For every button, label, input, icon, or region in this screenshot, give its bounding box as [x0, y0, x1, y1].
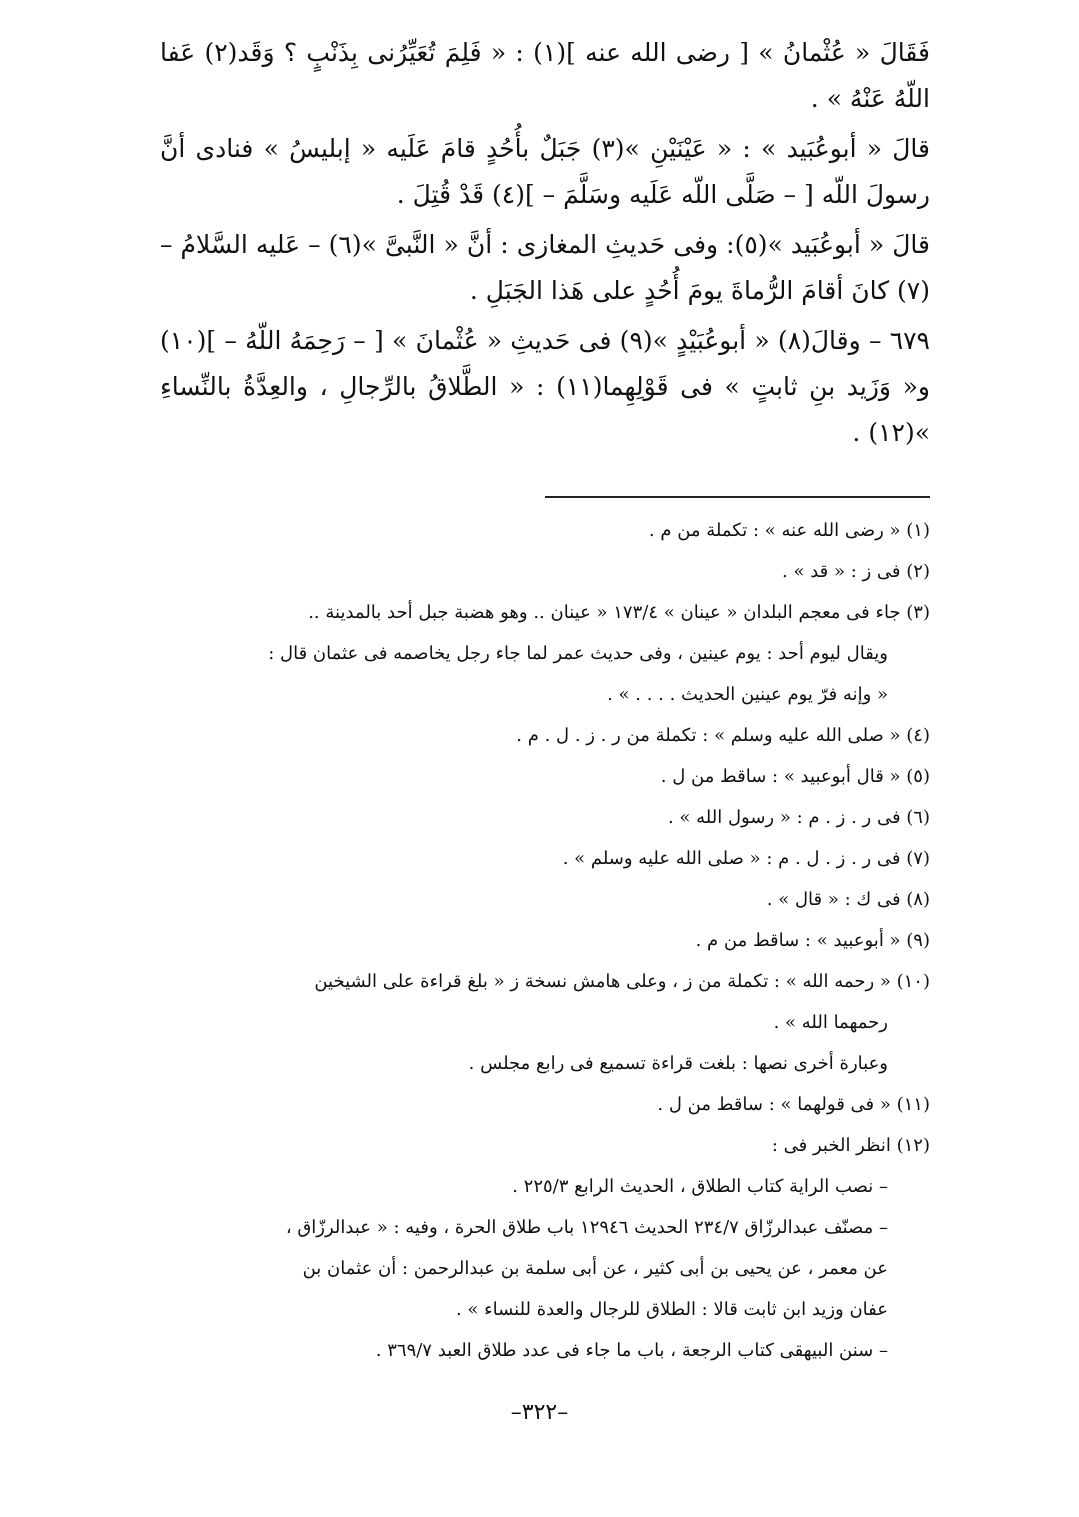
- footnote-12-ref: – مصنّف عبدالرزّاق ٢٣٤/٧ الحديث ١٢٩٤٦ باب طلاق الحرة ، وفيه : « عبدالرزّاق ،: [285, 1217, 888, 1238]
- footnote-12-ref: – نصب الراية كتاب الطلاق ، الحديث الرابع ٢٢٥/٣ .: [512, 1176, 888, 1197]
- main-text: [160, 30, 930, 460]
- footnote-4: (٤) « صلى الله عليه وسلم » : تكملة من ر . ز . ل . م .: [516, 725, 930, 746]
- footnote-12-ref: عن معمر ، عن يحيى بن أبى كثير ، عن أبى سلمة بن عبدالرحمن : أن عثمان بن: [302, 1258, 888, 1279]
- footnote-2: (٢) فى ز : « قد » .: [782, 561, 930, 582]
- paragraph: فَقَالَ « عُثْمانُ » [ رضى الله عنه ](١) : « فَلِمَ تُعَيِّرُنى بِذَنْبٍ ؟ وَقَد(٢) عَفا اللّهُ عَنْهُ » .: [160, 38, 930, 113]
- footnote-12-ref: عفان وزيد ابن ثابت قالا : الطلاق للرجال والعدة للنساء » .: [455, 1299, 888, 1320]
- footnote-3-cont: ويقال ليوم أحد : يوم عينين ، وفى حديث عمر لما جاء رجل يخاصمه فى عثمان قال :: [268, 643, 888, 664]
- footnote-3-cont: « وإنه فرّ يوم عينين الحديث . . . . » .: [607, 684, 888, 705]
- footnote-12: (١٢) انظر الخبر فى :: [771, 1135, 930, 1156]
- paragraph: ٦٧٩ – وقالَ(٨) « أبوعُبَيْدٍ »(٩) فى حَديثِ « عُثْمانَ » [ – رَحِمَهُ اللّهُ – ](١٠) و« وَزَيد بنِ ثابتٍ » فى قَوْلِهِما(١١) : « الطَّلاقُ بالرِّجالِ ، والعِدَّةُ بالنِّساءِ »(١٢) .: [160, 326, 930, 447]
- page-number: –٣٢٢–: [510, 1400, 569, 1425]
- footnotes: [160, 510, 930, 1371]
- footnote-6: (٦) فى ر . ز . م : « رسول الله » .: [667, 807, 930, 828]
- paragraph: قالَ « أبوعُبَيد » : « عَيْنَيْنِ »(٣) جَبَلٌ بأُحُدٍ قامَ عَلَيه « إبليسُ » فنادى أنَّ رسولَ اللّه [ – صَلَّى اللّه عَلَيه وسَلَّمَ – ](٤) قَدْ قُتِلَ .: [160, 134, 930, 209]
- footnote-3: (٣) جاء فى معجم البلدان « عينان » ١٧٣/٤ « عينان .. وهو هضبة جبل أحد بالمدينة ..: [308, 602, 930, 623]
- footnote-1: (١) « رضى الله عنه » : تكملة من م .: [648, 520, 930, 541]
- footnote-9: (٩) « أبوعبيد » : ساقط من م .: [695, 930, 930, 951]
- footnote-divider: [545, 496, 930, 498]
- footnote-5: (٥) « قال أبوعبيد » : ساقط من ل .: [660, 766, 930, 787]
- footnote-8: (٨) فى ك : « قال » .: [766, 889, 930, 910]
- paragraph: قالَ « أبوعُبَيد »(٥): وفى حَديثِ المغازى : أنَّ « النَّبىَّ »(٦) – عَليه السَّلامُ –(٧) كانَ أقامَ الرُّماةَ يومَ أُحُدٍ على هَذا الجَبَلِ .: [160, 230, 930, 305]
- footnote-7: (٧) فى ر . ز . ل . م : « صلى الله عليه وسلم » .: [562, 848, 930, 869]
- footnote-12-ref: – سنن البيهقى كتاب الرجعة ، باب ما جاء فى عدد طلاق العبد ٣٦٩/٧ .: [375, 1340, 888, 1361]
- footnote-10-cont: رحمهما الله » .: [773, 1012, 888, 1033]
- footnote-10-cont: وعبارة أخرى نصها : بلغت قراءة تسميع فى رابع مجلس .: [468, 1053, 888, 1074]
- footnote-10: (١٠) « رحمه الله » : تكملة من ز ، وعلى هامش نسخة ز « بلغ قراءة على الشيخين: [314, 971, 930, 992]
- footnote-11: (١١) « فى قولهما » : ساقط من ل .: [657, 1094, 930, 1115]
